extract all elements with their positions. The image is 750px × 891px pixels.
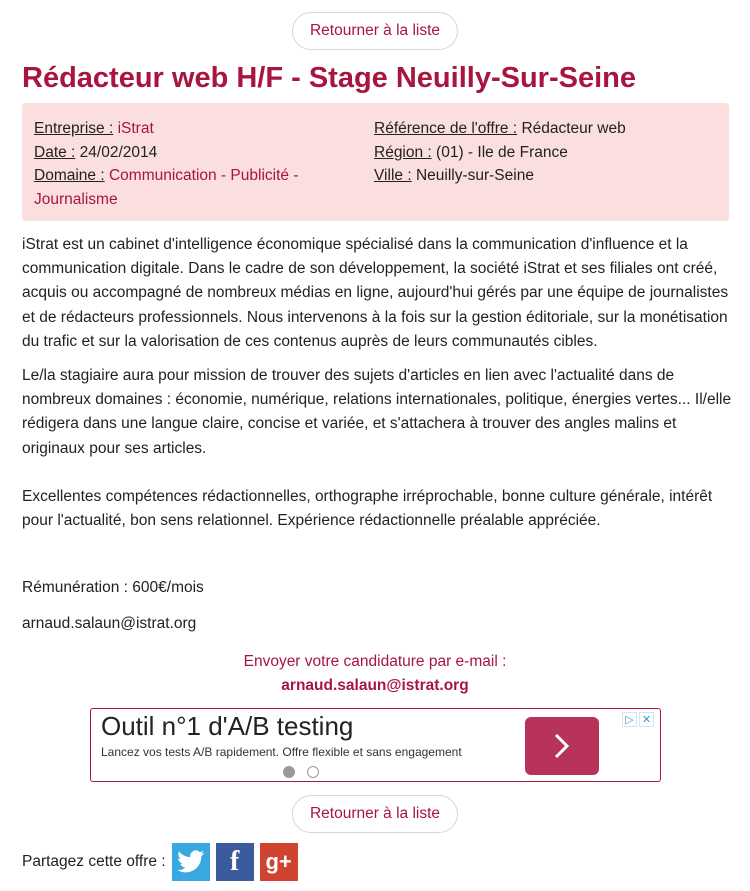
remuneration: Rémunération : 600€/mois — [22, 579, 204, 596]
job-info-box — [22, 103, 729, 221]
ad-pagination — [283, 766, 319, 778]
page-title: Rédacteur web H/F - Stage Neuilly-Sur-Seine — [22, 62, 636, 94]
domaine-label: Domaine : — [34, 167, 105, 184]
description-paragraph-3: Excellentes compétences rédactionnelles, orthographe irréprochable, bonne culture générale, intérêt pour l'actualité, bon sens relationnel. Expérience rédactionnelle préalable appréciée. — [22, 487, 713, 530]
reference-label: Référence de l'offre : — [374, 120, 518, 137]
job-description — [22, 233, 732, 543]
info-region — [374, 141, 717, 165]
info-domaine — [34, 164, 374, 211]
share-bar — [22, 843, 298, 881]
ad-cta-button[interactable] — [525, 717, 599, 775]
apply-email-link[interactable]: arnaud.salaun@istrat.org — [281, 677, 469, 694]
contact-email: arnaud.salaun@istrat.org — [22, 615, 197, 632]
apply-section — [0, 650, 750, 698]
domaine-link[interactable]: Communication - Publicité - Journalisme — [34, 167, 299, 208]
ad-dot-2[interactable] — [307, 766, 319, 778]
info-col-right — [374, 117, 717, 207]
entreprise-link[interactable]: iStrat — [117, 120, 154, 137]
ad-title[interactable]: Outil n°1 d'A/B testing — [101, 711, 354, 741]
info-reference — [374, 117, 717, 141]
description-paragraph-1: iStrat est un cabinet d'intelligence économique spécialisé dans la communication d'influence et la communication digitale. Dans le cadre de son développement, la société iStrat et ses filiales ont créé, acquis ou accompagné de nombreux médias en ligne, aujourd'hui gérés par une équipe de journalistes et de rédacteurs professionnels. Nous intervenons à la fois sur la gestion éditoriale, sur la monétisation du trafic et sur la valorisation de ces contenus auprès de leurs communautés cibles. — [22, 236, 729, 350]
chevron-right-icon — [551, 731, 573, 761]
close-icon[interactable]: ✕ — [639, 712, 654, 727]
ad-controls — [622, 712, 654, 727]
date-value: 24/02/2014 — [79, 143, 158, 161]
share-label: Partagez cette offre : — [22, 853, 166, 870]
date-label: Date : — [34, 143, 76, 161]
twitter-icon[interactable] — [172, 843, 210, 881]
info-date — [34, 141, 374, 165]
ad-text: Lancez vos tests A/B rapidement. Offre flexible et sans engagement — [101, 745, 462, 759]
spacer — [22, 471, 732, 485]
reference-value: Rédacteur web — [521, 120, 626, 137]
twitter-bird-icon — [177, 850, 205, 874]
back-to-list-button-bottom[interactable]: Retourner à la liste — [292, 795, 458, 833]
entreprise-label: Entreprise : — [34, 120, 114, 137]
description-paragraph-2: Le/la stagiaire aura pour mission de trouver des sujets d'articles en lien avec l'actualité dans de nombreux domaines : économie, numérique, relations internationales, politique, énergies vertes... Il/elle rédigera dans une langue claire, concise et variée, et s'attachera à trouver des angles malins et originaux pour ses articles. — [22, 367, 732, 457]
info-ville — [374, 164, 717, 188]
google-plus-icon[interactable]: g+ — [260, 843, 298, 881]
adchoices-icon[interactable]: ▷ — [622, 712, 637, 727]
ad-banner[interactable] — [90, 708, 661, 782]
region-value: (01) - Ile de France — [436, 143, 568, 161]
apply-text: Envoyer votre candidature par e-mail : — [243, 653, 507, 670]
region-label: Région : — [374, 143, 432, 161]
facebook-icon[interactable]: f — [216, 843, 254, 881]
info-entreprise — [34, 117, 374, 141]
ad-dot-1[interactable] — [283, 766, 295, 778]
ville-value: Neuilly-sur-Seine — [415, 167, 534, 184]
info-col-left — [34, 117, 374, 207]
back-to-list-button-top[interactable]: Retourner à la liste — [292, 12, 458, 50]
ville-label: Ville : — [374, 167, 412, 184]
